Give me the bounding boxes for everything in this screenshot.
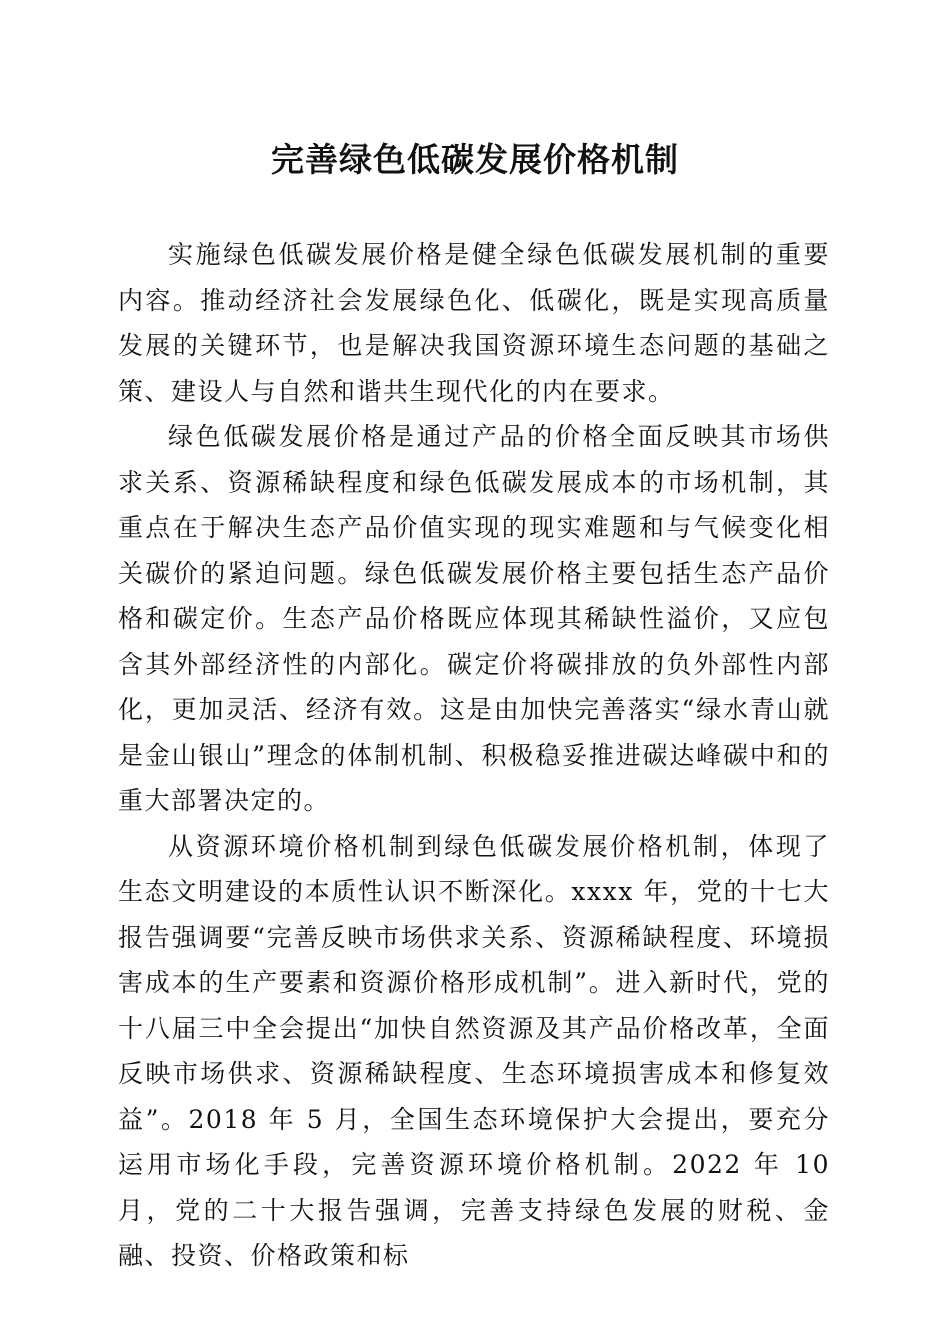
paragraph-3: 从资源环境价格机制到绿色低碳发展价格机制，体现了生态文明建设的本质性认识不断深化。xxxx 年，党的十七大报告强调要“完善反映市场供求关系、资源稀缺程度、环境损害成本的生产要素和资源价格形成机制”。进入新时代，党的十八届三中全会提出“加快自然资源及其产品价格改革，全面反映市场供求、资源稀缺程度、生态环境损害成本和修复效益”。2018 年 5 月，全国生态环境保护大会提出，要充分运用市场化手段，完善资源环境价格机制。2022 年 10 月，党的二十大报告强调，完善支持绿色发展的财税、金融、投资、价格政策和标 (118, 831, 830, 1270)
paragraph-1: 实施绿色低碳发展价格是健全绿色低碳发展机制的重要内容。推动经济社会发展绿色化、低碳化，既是实现高质量发展的关键环节，也是解决我国资源环境生态问题的基础之策、建设人与自然和谐共生现代化的内在要求。 (118, 240, 830, 406)
document-title: 完善绿色低碳发展价格机制 (271, 140, 679, 179)
paragraph-2: 绿色低碳发展价格是通过产品的价格全面反映其市场供求关系、资源稀缺程度和绿色低碳发展成本的市场机制，其重点在于解决生态产品价值实现的现实难题和与气候变化相关碳价的紧迫问题。绿色低碳发展价格主要包括生态产品价格和碳定价。生态产品价格既应体现其稀缺性溢价，又应包含其外部经济性的内部化。碳定价将碳排放的负外部性内部化，更加灵活、经济有效。这是由加快完善落实“绿水青山就是金山银山”理念的体制机制、积极稳妥推进碳达峰碳中和的重大部署决定的。 (118, 422, 830, 815)
document-body (118, 232, 830, 1279)
